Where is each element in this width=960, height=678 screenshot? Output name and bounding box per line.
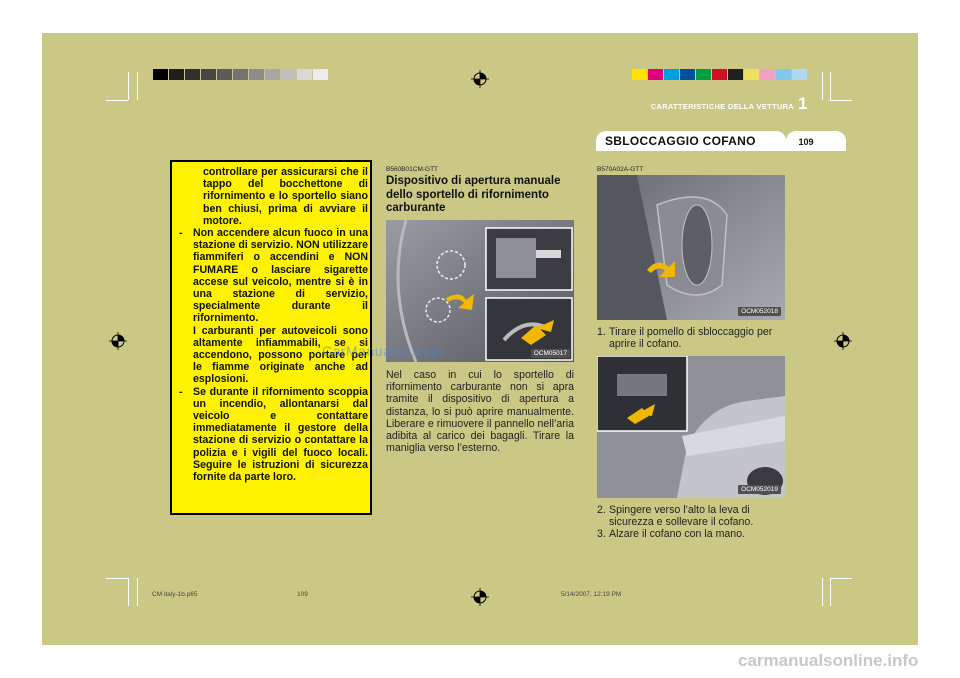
step-3-text: Alzare il cofano con la mano.	[609, 528, 746, 540]
hood-safety-lever-photo	[597, 356, 785, 498]
step-2-text: Spingere verso l’alto la leva di sicurezza e sollevare il cofano.	[609, 504, 754, 529]
warning-box	[170, 160, 372, 515]
color-swatch	[760, 69, 775, 80]
registration-target-icon	[109, 332, 127, 350]
color-swatch	[680, 69, 695, 80]
fuel-door-illustration	[386, 220, 574, 362]
section-code: B560B01CM-GTT	[386, 166, 439, 173]
color-swatch	[249, 69, 264, 80]
color-swatch	[153, 69, 168, 80]
footer-site: carmanualsonline.info	[738, 651, 919, 670]
color-swatch	[265, 69, 280, 80]
color-swatch	[776, 69, 791, 80]
crop-mark	[830, 100, 852, 101]
warning-item-continuation: I carburanti per autoveicoli sono altamente infiammabili, se si accendono, possono portare per le fiamme originate anche ad esplosioni.	[193, 324, 368, 386]
warning-dash: -	[179, 227, 183, 240]
hood-lever-illustration	[597, 356, 785, 498]
hood-handle-illustration	[597, 175, 785, 320]
warning-item	[176, 386, 368, 484]
step-3	[597, 528, 787, 540]
crop-mark	[830, 72, 831, 100]
footer-date: 5/14/2007, 12:19 PM	[561, 591, 622, 598]
step-1-number: 1.	[597, 326, 606, 338]
fuel-door-body-text: Nel caso in cui lo sportello di rifornimento carburante non si apra tramite il dispositivo di apertura a distanza, lo si può aprire manualmente. Liberare e rimuovere il pannello nell’aria adibita al carico dei bagagli. Tirare la maniglia verso l’esterno.	[386, 369, 574, 455]
color-swatch	[728, 69, 743, 80]
warning-item-text: Se durante il rifornimento scoppia un incendio, allontanarsi dal veicolo e contattare immediatamente il gestore della stazione di servizio o contattare la polizia e i vigili del fuoco locali. Seguire le istruzioni di sicurezza fornite da parte loro.	[193, 385, 368, 484]
crop-mark	[137, 72, 138, 100]
crop-mark	[128, 72, 129, 100]
crop-mark	[822, 578, 823, 606]
fuel-door-release-photo	[386, 220, 574, 362]
color-swatch	[712, 69, 727, 80]
crop-mark	[830, 578, 831, 606]
chapter-number: 1	[798, 94, 808, 113]
footer-page: 109	[297, 591, 308, 598]
crop-mark	[822, 72, 823, 100]
color-swatch	[696, 69, 711, 80]
section-code: B570A02A-GTT	[597, 166, 644, 173]
chapter-title: CARATTERISTICHE DELLA VETTURA	[650, 102, 794, 111]
watermark: CarManuals2.com	[322, 343, 444, 359]
registration-target-icon	[834, 332, 852, 350]
color-swatch	[744, 69, 759, 80]
color-swatch	[297, 69, 312, 80]
step-3-number: 3.	[597, 528, 606, 540]
step-2	[597, 504, 787, 528]
crop-mark	[106, 578, 128, 579]
warning-dash: -	[179, 385, 183, 398]
warning-intro: controllare per assicurarsi che il tappo del bocchettone di rifornimento e lo sportello siano ben chiusi, prima di avviare il motore.	[203, 166, 368, 227]
color-swatch	[664, 69, 679, 80]
crop-mark	[128, 578, 129, 606]
color-swatch	[169, 69, 184, 80]
color-swatch	[201, 69, 216, 80]
crop-mark	[137, 578, 138, 606]
color-swatch	[313, 69, 328, 80]
page-number: 109	[798, 137, 814, 147]
color-swatch	[217, 69, 232, 80]
registration-target-icon	[471, 70, 489, 88]
photo-label: OCM052018	[738, 307, 781, 316]
step-2-number: 2.	[597, 504, 606, 516]
color-swatch	[792, 69, 807, 80]
warning-item-text: Non accendere alcun fuoco in una stazione di servizio. NON utilizzare fiammiferi o accendini e NON FUMARE o lasciare sigarette accese sul veicolo, mentre si è in una stazione di servizio, specialmente durante il rifornimento.	[193, 227, 368, 325]
color-swatch	[281, 69, 296, 80]
section-heading: Dispositivo di apertura manuale dello sportello di rifornimento carburante	[386, 175, 561, 214]
photo-label: OCM052019	[738, 485, 781, 494]
warning-item	[176, 227, 368, 386]
step-1	[597, 326, 787, 350]
photo-label: OCM05017	[531, 349, 570, 358]
color-swatch	[648, 69, 663, 80]
crop-mark	[830, 578, 852, 579]
footer-file: CM italy-1b.p65	[152, 591, 198, 598]
color-swatch	[632, 69, 647, 80]
crop-mark	[106, 100, 128, 101]
step-1-text: Tirare il pomello di sbloccaggio per aprire il cofano.	[609, 326, 773, 351]
color-swatch	[185, 69, 200, 80]
hood-release-handle-photo	[597, 175, 785, 320]
section-title: SBLOCCAGGIO COFANO	[605, 134, 756, 148]
color-swatch	[233, 69, 248, 80]
registration-target-icon	[471, 588, 489, 606]
